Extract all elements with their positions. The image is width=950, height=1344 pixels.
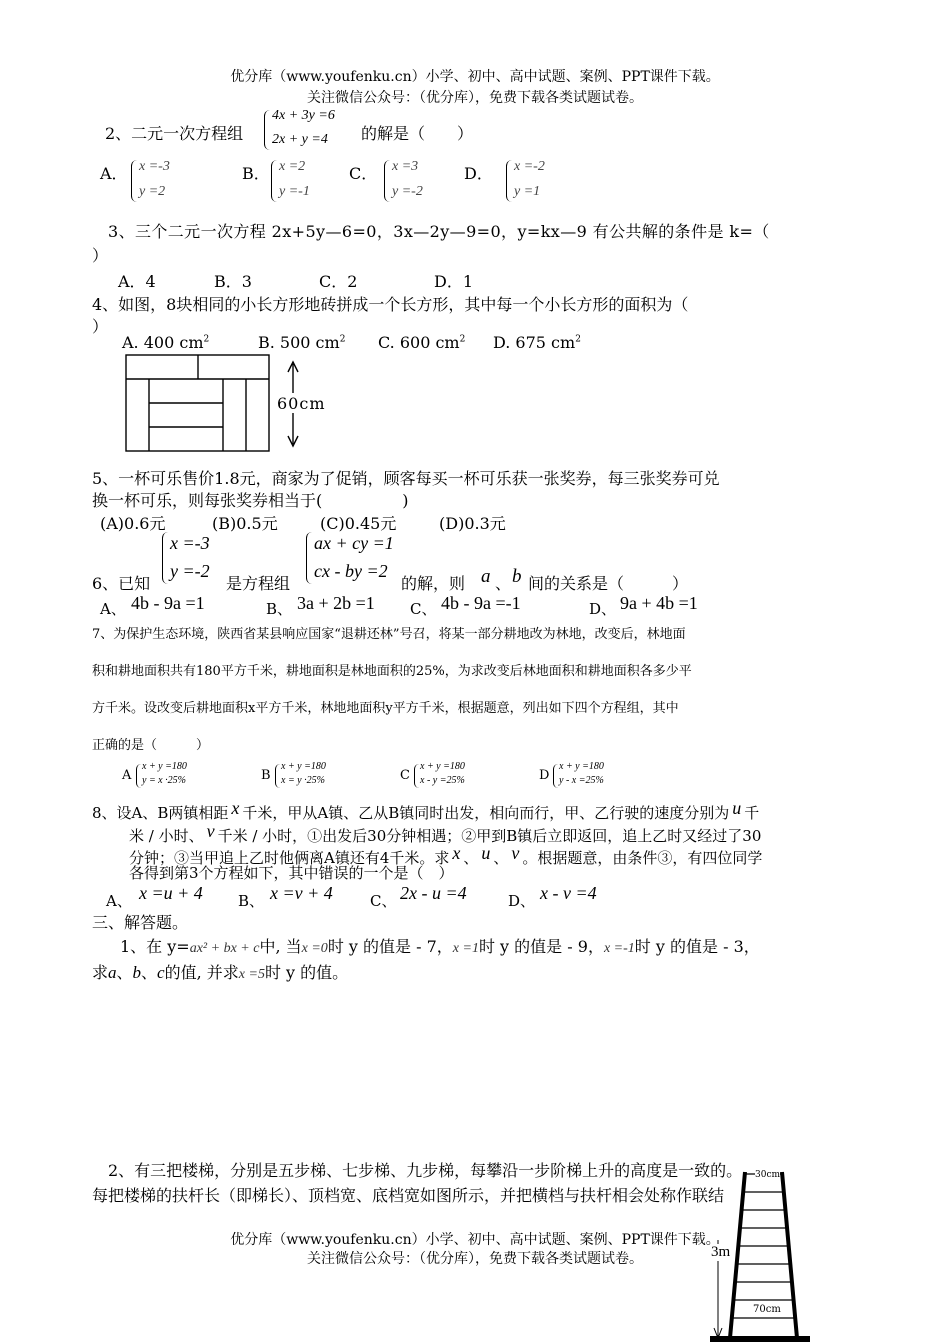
q2-prefix: 2、二元一次方程组 [105, 124, 244, 143]
q6-system-eq2: cx - by =2 [314, 561, 388, 581]
q7-option-d-line2: y - x =25% [559, 775, 604, 786]
q6-option-c-label: C、 [410, 600, 437, 618]
q2-eq2: 2x + y =4 [272, 132, 328, 147]
q7-option-b-brace [275, 764, 280, 788]
q4-option-d [493, 333, 581, 352]
p1-l2d: 的值, 并求 [164, 963, 239, 982]
header-line-1: 优分库（www.youfenku.cn）小学、初中、高中试题、案例、PPT课件下载。 [230, 69, 720, 85]
q2-option-c-line2: y =-2 [392, 184, 423, 199]
q8-option-a-expr: x =u + 4 [139, 883, 203, 903]
q8-l3b: 、 [463, 849, 479, 867]
q2-option-a-line1: x =-3 [139, 159, 170, 174]
q4-option-b-text: B. 500 cm [258, 333, 340, 352]
q8-var-x-2: x [452, 843, 461, 863]
q8-option-b-expr: x =v + 4 [270, 883, 333, 903]
q2-option-b-line1: x =2 [279, 159, 306, 174]
q6-var-a: a [481, 566, 491, 587]
header-line-2: 关注微信公众号：（优分库），免费下载各类试题试卷。 [307, 90, 643, 106]
q8-option-d-expr: x - v =4 [540, 883, 597, 903]
q6-option-a-expr: 4b - 9a =1 [131, 593, 205, 613]
q4-option-c-sup: 2 [459, 334, 466, 345]
q7-option-c-line1: x + y =180 [420, 761, 465, 772]
p1-var-c: c [157, 963, 165, 982]
q7-option-a-label: A [122, 768, 132, 783]
q4-option-a-sup: 2 [203, 334, 210, 345]
q7-option-a-line1: x + y =180 [142, 761, 187, 772]
q8-option-d-label: D、 [508, 892, 536, 910]
footer-line-2: 关注微信公众号：（优分库），免费下载各类试题试卷。 [307, 1251, 643, 1267]
q4-option-d-text: D. 675 cm [493, 333, 576, 352]
q6-option-d-expr: 9a + 4b =1 [620, 593, 698, 613]
p1-l1a: 1、在 y= [120, 937, 190, 956]
q2-option-a-brace [131, 160, 137, 202]
q3-line-1: 3、三个二元一次方程 2x+5y—6=0，3x—2y—9=0，y=kx—9 有公共解的条件是 k=（ [108, 222, 770, 241]
q6-suffix-2: 间的关系是（ ） [528, 574, 689, 593]
p1-cond-2: x =1 [452, 941, 479, 956]
q7-option-b-line2: x = y ·25% [281, 775, 325, 786]
q6-suffix-1: 的解，则 [401, 574, 466, 593]
q6-system-eq1: ax + cy =1 [314, 533, 394, 553]
q2-option-d-line2: y =1 [514, 184, 541, 199]
p1-l2e: 时 y 的值。 [264, 963, 349, 982]
q2-eq1: 4x + 3y =6 [272, 108, 335, 123]
q6-option-b-label: B、 [266, 600, 293, 618]
ladder-base [710, 1336, 810, 1342]
q8-var-u: u [732, 798, 742, 818]
q8-option-c-expr: 2x - u =4 [400, 883, 467, 903]
q4-line-1: 4、如图，8块相同的小长方形地砖拼成一个长方形，其中每一个小长方形的面积为（ [92, 295, 689, 314]
q4-option-c [378, 333, 465, 352]
q8-option-b-label: B、 [238, 892, 265, 910]
q6-solution-y: y =-2 [170, 561, 210, 581]
q7-line-3: 方千米。设改变后耕地面积x平方千米，林地地面积y平方千米，根据题意，列出如下四个方程组，其中 [92, 701, 679, 716]
q2-option-d-brace [506, 160, 512, 202]
q7-option-d-brace [553, 764, 558, 788]
q7-option-d-label: D [539, 768, 550, 783]
q3-line-2: ） [92, 246, 109, 265]
q2-option-a-line2: y =2 [139, 184, 166, 199]
q2-option-c-brace [384, 160, 390, 202]
q6-solution-brace [162, 532, 169, 584]
q8-line-2 [129, 821, 762, 846]
q2-option-b-label: B． [242, 164, 270, 183]
q3-option-b: B．3 [214, 272, 252, 291]
q8-l1c: 千 [744, 804, 760, 822]
q8-l3a: 分钟；③当甲追上乙时他俩离A镇还有4千米。求 [129, 849, 450, 867]
q3-option-a: A．4 [118, 272, 156, 291]
q8-line-4: 各得到第3个方程如下，其中错误的一个是（ ） [129, 864, 454, 882]
q4-line-2: ） [92, 317, 109, 336]
p1-cond-1: x =0 [301, 941, 328, 956]
q2-option-a-label: A． [100, 164, 128, 183]
q7-option-b-label: B [261, 768, 271, 783]
problem-2-line-1: 2、有三把楼梯，分别是五步梯、七步梯、九步梯，每攀沿一步阶梯上升的高度是一致的。 [108, 1161, 743, 1180]
q7-option-c-line2: x - y =25% [420, 775, 465, 786]
footer-line-1: 优分库（www.youfenku.cn）小学、初中、高中试题、案例、PPT课件下载。 [230, 1232, 720, 1248]
q4-option-a-text: A. 400 cm [122, 333, 204, 352]
q2-option-d-line1: x =-2 [514, 159, 545, 174]
p1-l2c: 、 [141, 963, 158, 982]
p1-l1e: 时 y 的值是 - 3， [634, 937, 760, 956]
ladder-length: 3m [711, 1244, 731, 1260]
q6-option-d-label: D、 [589, 600, 617, 618]
q8-l2a: 米 / 小时、 [129, 827, 204, 845]
q8-var-x: x [231, 798, 240, 818]
problem-2-line-2: 每把楼梯的扶杆长（即梯长）、顶档宽、底档宽如图所示，并把横档与扶杆相会处称作联结 [92, 1186, 725, 1205]
q2-suffix: 的解是（ ） [361, 124, 474, 143]
q7-line-2: 积和耕地面积共有180平方千米，耕地面积是林地面积的25%，为求改变后林地面积和耕地面积各多少平 [92, 664, 692, 679]
q6-system-brace [306, 532, 313, 584]
section-3-title: 三、解答题。 [92, 913, 189, 932]
q6-option-c-expr: 4b - 9a =-1 [441, 593, 521, 613]
q5-option-a: (A)0.6元 [100, 514, 166, 533]
q4-option-b-sup: 2 [339, 334, 346, 345]
q7-option-d-line1: x + y =180 [559, 761, 604, 772]
q3-option-d: D．1 [434, 272, 474, 291]
q8-l3d: 。根据题意，由条件③，有四位同学 [522, 849, 763, 867]
q4-option-d-sup: 2 [575, 334, 581, 345]
q7-line-1: 7、为保护生态环境，陕西省某县响应国家“退耕还林”号召，将某一部分耕地改为林地，改变后，林地面 [92, 627, 686, 642]
q6-solution-x: x =-3 [170, 533, 210, 553]
q7-line-4: 正确的是（ ） [92, 738, 210, 753]
problem-1-line-1 [120, 934, 760, 957]
problem-1-line-2 [92, 960, 348, 983]
q6-option-b-expr: 3a + 2b =1 [297, 593, 375, 613]
q8-var-v-2: v [511, 843, 520, 863]
q7-option-a-brace [136, 764, 141, 788]
p1-cond-4: x =5 [238, 967, 265, 982]
p1-polynomial: ax² + bx + c [189, 941, 260, 956]
q2-option-b-line2: y =-1 [279, 184, 310, 199]
q3-option-c: C．2 [319, 272, 358, 291]
q2-option-b-brace [271, 160, 277, 202]
p1-var-b: b [132, 963, 142, 982]
q8-l1a: 8、设A、B两镇相距 [92, 804, 229, 822]
ladder-top-width: 30cm [755, 1170, 781, 1180]
dimension-label: 60cm [277, 394, 326, 413]
q2-option-c-label: C． [349, 164, 378, 183]
q8-var-u-2: u [481, 843, 491, 863]
q8-option-c-label: C、 [370, 892, 397, 910]
q5-option-b: (B)0.5元 [212, 514, 278, 533]
q7-option-c-label: C [400, 768, 410, 783]
q6-var-b: b [512, 566, 522, 587]
q5-option-d: (D)0.3元 [439, 514, 506, 533]
q5-line-1: 5、一杯可乐售价1.8元，商家为了促销，顾客每买一杯可乐获一张奖券，每三张奖券可兑 [92, 469, 720, 488]
p1-l2a: 求 [92, 963, 109, 982]
q2-option-d-label: D． [464, 164, 493, 183]
q8-l3c: 、 [493, 849, 509, 867]
q6-mid-text: 是方程组 [226, 574, 291, 593]
q8-line-1 [92, 798, 760, 823]
q2-brace [264, 110, 271, 150]
p1-cond-3: x =-1 [603, 941, 635, 956]
p1-l1d: 时 y 的值是 - 9， [478, 937, 604, 956]
ladder-bottom-width: 70cm [753, 1304, 781, 1315]
q5-option-c: (C)0.45元 [320, 514, 397, 533]
q5-line-2: 换一杯可乐，则每张奖券相当于( ) [92, 491, 409, 510]
q7-option-c-brace [414, 764, 419, 788]
q4-option-c-text: C. 600 cm [378, 333, 460, 352]
q6-option-a-label: A、 [100, 600, 126, 618]
q8-var-v-1: v [206, 821, 215, 841]
q7-option-b-line1: x + y =180 [281, 761, 326, 772]
p1-l2b: 、 [116, 963, 133, 982]
q8-option-a-label: A、 [106, 892, 132, 910]
q2-option-c-line1: x =3 [392, 159, 419, 174]
p1-l1c: 时 y 的值是 - 7， [327, 937, 453, 956]
q6-separator: 、 [495, 574, 512, 593]
p1-var-a: a [108, 963, 117, 982]
p1-l1b: 中, 当 [259, 937, 302, 956]
q8-l2b: 千米 / 小时，①出发后30分钟相遇；②甲到B镇后立即返回，追上乙时又经过了30 [217, 827, 762, 845]
q8-l1b: 千米，甲从A镇、乙从B镇同时出发，相向而行，甲、乙行驶的速度分别为 [242, 804, 730, 822]
q6-prefix: 6、已知 [92, 574, 151, 593]
q7-option-a-line2: y = x ·25% [142, 775, 186, 786]
